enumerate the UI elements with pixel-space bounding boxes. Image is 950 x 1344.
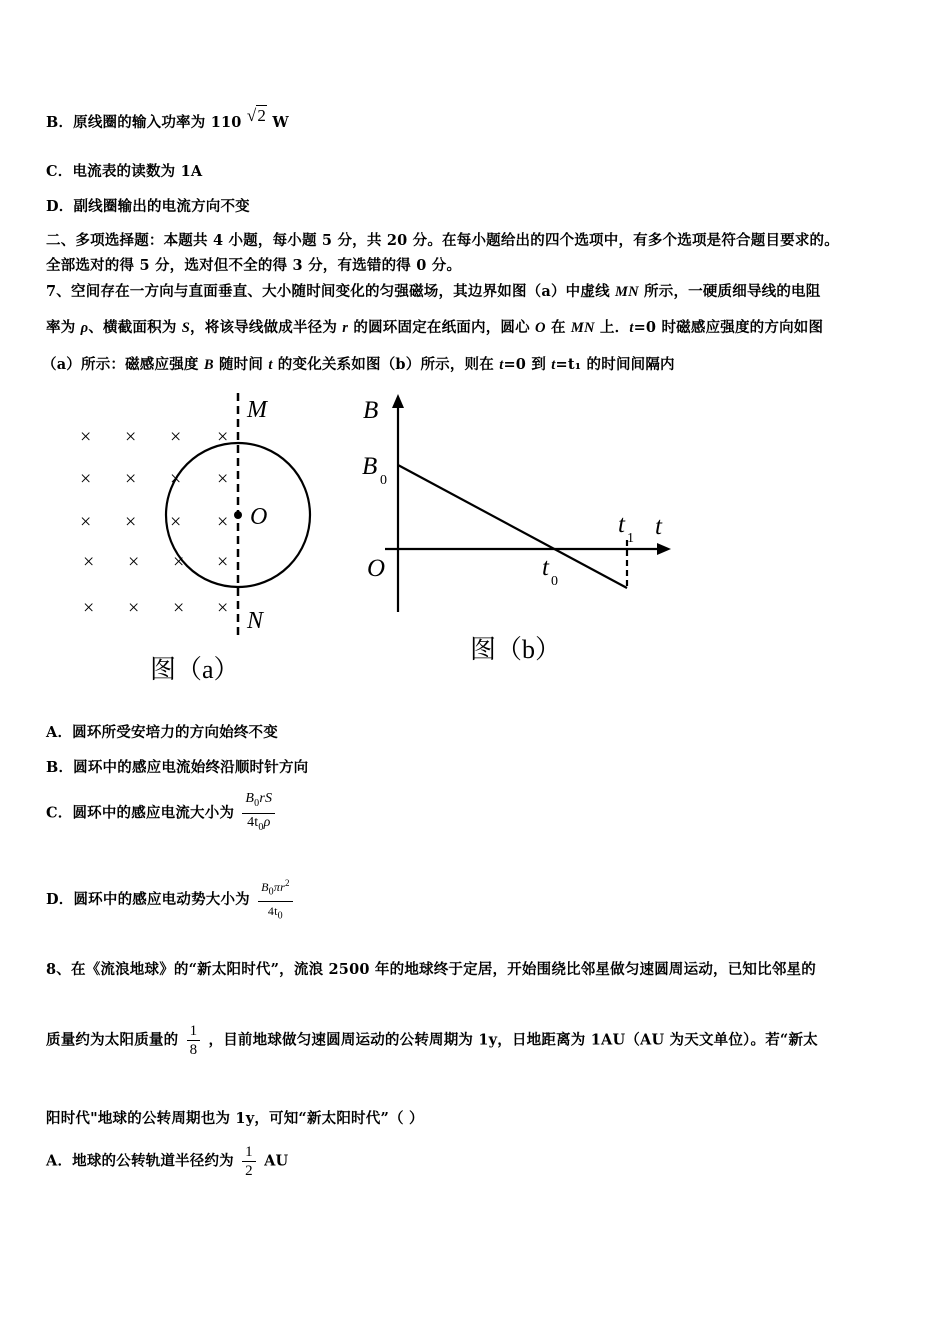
center-point-o: [234, 511, 242, 519]
option-c-prev: C．电流表的读数为 1A: [46, 163, 203, 180]
x-axis-arrow-icon: [657, 543, 671, 555]
field-cross: ×: [173, 551, 185, 573]
origin-label-o: O: [367, 555, 386, 582]
q8-stem-line1: 8、在《流浪地球》的“新太阳时代”，流浪 2500 年的地球终于定居，开始围绕比邻星做匀速圆周运动，已知比邻星的: [46, 961, 816, 978]
axis-label-t: t: [655, 513, 662, 540]
field-cross: ×: [83, 551, 95, 573]
label-b0-sub: 0: [380, 473, 387, 488]
figure-a: [60, 385, 320, 695]
q7-stem-line1: 7、空间存在一方向与直面垂直、大小随时间变化的匀强磁场，其边界如图（a）中虚线 MN 所示，一硬质细导线的电阻: [46, 283, 821, 300]
q7-option-b: B．圆环中的感应电流始终沿顺时针方向: [46, 759, 309, 776]
y-axis-arrow-icon: [392, 394, 404, 408]
axis-label-b: B: [363, 397, 379, 424]
section-heading-line1: 二、多项选择题：本题共 4 小题，每小题 5 分，共 20 分。在每小题给出的四个选项中，有多个选项是符合题目要求的。: [46, 232, 839, 249]
label-t1-sub: 1: [627, 531, 634, 546]
label-t0-sub: 0: [551, 574, 558, 589]
sqrt-two: √2: [246, 106, 267, 125]
field-cross: ×: [217, 511, 229, 533]
q8-stem-line3: 阳时代"地球的公转周期也为 1y，可知“新太阳时代”（ ）: [46, 1110, 424, 1127]
field-cross: ×: [125, 468, 137, 490]
field-cross: ×: [170, 426, 182, 448]
q8-option-a: A．地球的公转轨道半径约为 $\frac{1}{2}$ AU: [46, 1144, 289, 1179]
section-heading-line2: 全部选对的得 5 分，选对但不全的得 3 分，有选错的得 0 分。: [46, 257, 462, 274]
field-cross: ×: [217, 468, 229, 490]
fraction-one-half: $\frac{1}{2}$: [242, 1143, 256, 1180]
current-formula: $\frac{B_0rS}{4t_0\rho}$: [242, 790, 275, 837]
field-cross: ×: [170, 511, 182, 533]
q7-option-c: C．圆环中的感应电流大小为 $\frac{B_0rS}{4t_0\rho}$: [46, 790, 278, 837]
label-o: O: [250, 504, 268, 530]
option-b-prev-text: B．原线圈的输入功率为 110: [46, 114, 242, 131]
field-cross: ×: [80, 511, 92, 533]
label-m: M: [247, 397, 267, 423]
emf-formula: $\frac{B_0\pi r^2}{4t_0}$: [258, 874, 293, 926]
label-n: N: [247, 608, 264, 634]
q7-option-a: A．圆环所受安培力的方向始终不变: [46, 724, 278, 741]
fraction-one-eighth: $\frac{1}{8}$: [187, 1022, 201, 1059]
field-cross: ×: [217, 426, 229, 448]
q7-stem-line2: 率为 ρ、横截面积为 S，将该导线做成半径为 r 的圆环固定在纸面内，圆心 O 在 MN 上．t=0 时磁感应强度的方向如图: [46, 319, 824, 336]
b-versus-t-line: [398, 465, 627, 588]
field-cross: ×: [80, 426, 92, 448]
field-cross: ×: [83, 597, 95, 619]
figure-b-caption: 图（b）: [470, 635, 562, 664]
field-cross: ×: [125, 511, 137, 533]
field-cross: ×: [217, 551, 229, 573]
q8-stem-line2: 质量约为太阳质量的 $\frac{1}{8}$ ，目前地球做匀速圆周运动的公转周期为 1y，日地距离为 1AU（AU 为天文单位）。若“新太: [46, 1023, 818, 1058]
figure-b: [355, 390, 685, 680]
field-cross: ×: [173, 597, 185, 619]
field-cross: ×: [125, 426, 137, 448]
field-cross: ×: [80, 468, 92, 490]
unit-w: W: [272, 114, 289, 131]
q7-option-d: D．圆环中的感应电动势大小为 $\frac{B_0\pi r^2}{4t_0}$: [46, 874, 296, 926]
option-d-prev: D．副线圈输出的电流方向不变: [46, 198, 250, 215]
label-b0: B: [362, 453, 378, 480]
field-cross: ×: [128, 551, 140, 573]
figure-a-caption: 图（a）: [150, 655, 240, 684]
q7-stem-line3: （a）所示：磁感应强度 B 随时间 t 的变化关系如图（b）所示，则在 t=0 到 t=t₁ 的时间间隔内: [42, 356, 675, 373]
label-t0: t: [542, 554, 549, 581]
field-cross: ×: [217, 597, 229, 619]
field-cross: ×: [170, 468, 182, 490]
magnetic-field-crosses: [80, 426, 228, 619]
label-t1: t: [618, 511, 625, 538]
option-b-prev: [46, 106, 289, 132]
field-cross: ×: [128, 597, 140, 619]
